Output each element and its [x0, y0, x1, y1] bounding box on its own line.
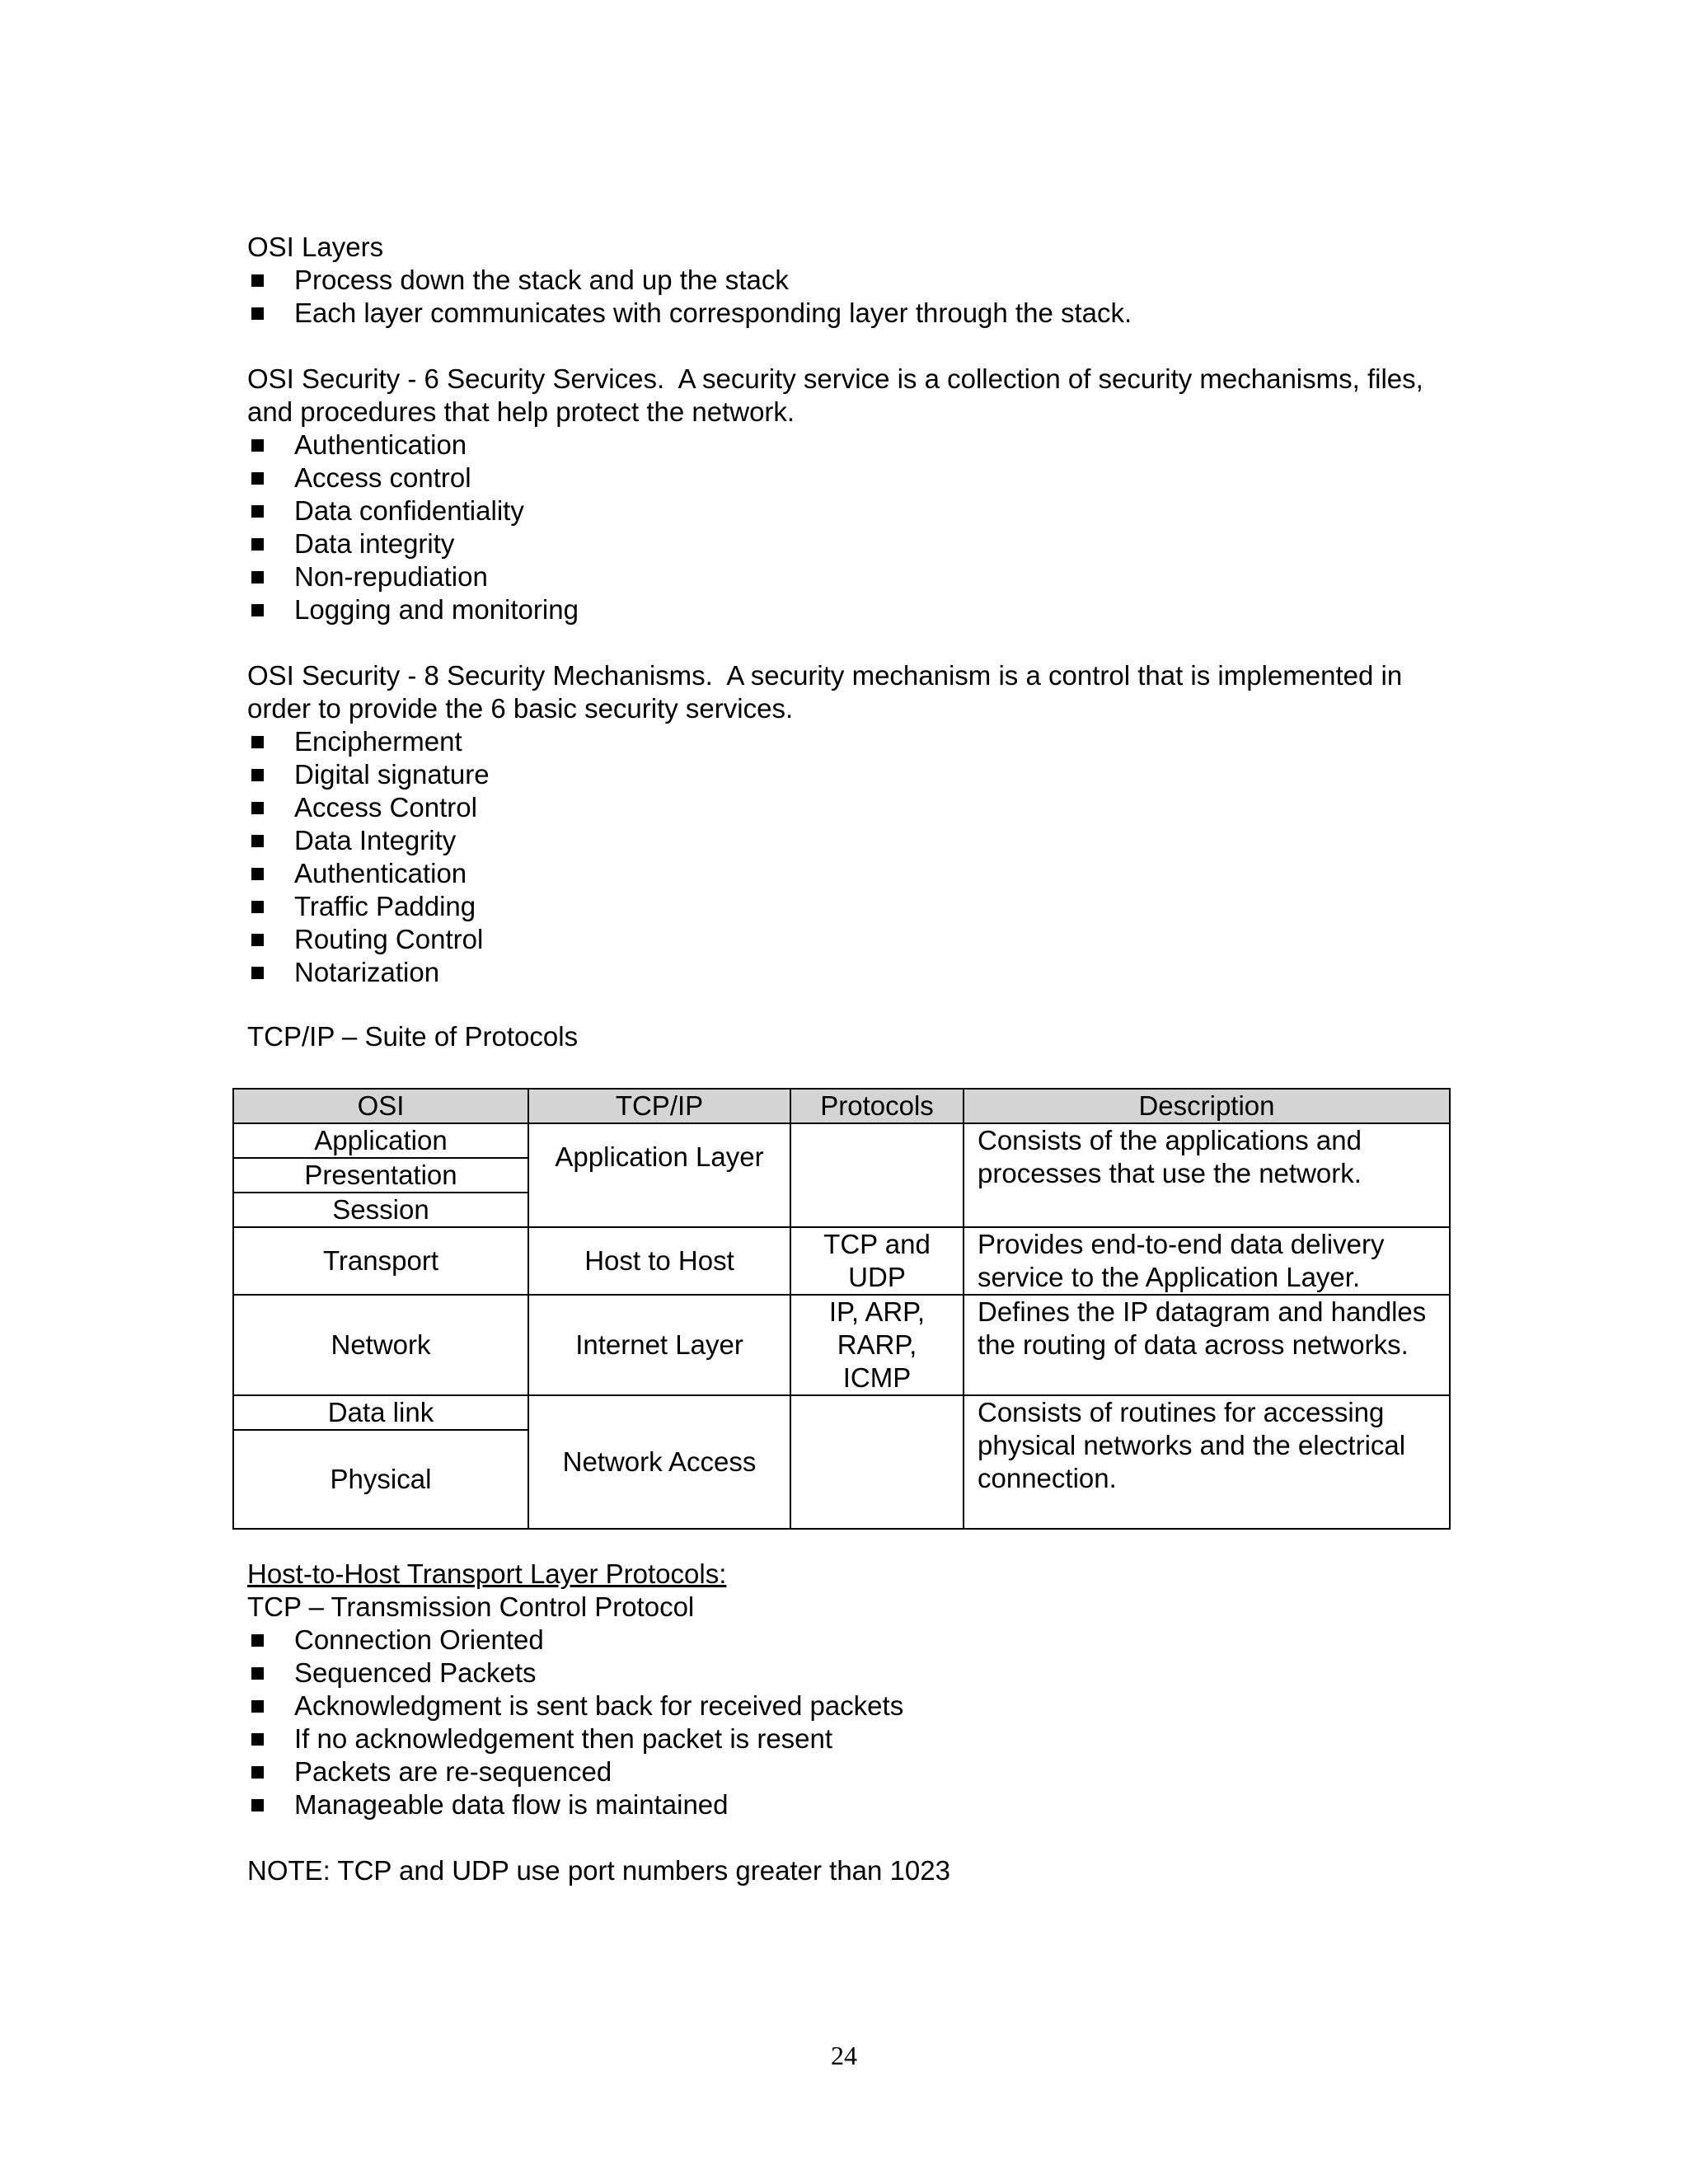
list-item: Data confidentiality: [247, 494, 1434, 527]
osi-cell: Transport: [233, 1227, 528, 1295]
bullet-square-icon: [251, 901, 264, 913]
list-item: Packets are re-sequenced: [247, 1755, 1434, 1788]
osi-layers-heading: OSI Layers: [247, 232, 384, 262]
table-row: [233, 1295, 1450, 1395]
bullet-square-icon: [251, 868, 264, 880]
bullet-square-icon: [251, 1799, 264, 1811]
osi-cell: Data link: [233, 1395, 528, 1430]
osi-cell: Application: [233, 1123, 528, 1158]
bullet-square-icon: [251, 1766, 264, 1779]
header-tcpip: TCP/IP: [528, 1089, 790, 1123]
protocols-cell: [790, 1123, 964, 1227]
bullet-square-icon: [251, 472, 264, 485]
protocols-cell: IP, ARP, RARP, ICMP: [790, 1295, 964, 1395]
security-mechanisms-list: [247, 725, 1434, 989]
bullet-square-icon: [251, 835, 264, 847]
osi-cell: Physical: [233, 1430, 528, 1529]
bullet-square-icon: [251, 604, 264, 616]
osi-cell: Session: [233, 1193, 528, 1227]
header-protocols: Protocols: [790, 1089, 964, 1123]
tcpip-suite-heading: TCP/IP – Suite of Protocols: [247, 1021, 579, 1052]
bullet-square-icon: [251, 1634, 264, 1647]
list-item: Data Integrity: [247, 824, 1434, 857]
bullet-square-icon: [251, 1733, 264, 1746]
list-item: Logging and monitoring: [247, 593, 1434, 626]
description-cell: Defines the IP datagram and handles the routing of data across networks.: [964, 1295, 1450, 1395]
tcpip-cell: Internet Layer: [528, 1295, 790, 1395]
host-to-host-heading: Host-to-Host Transport Layer Protocols:: [247, 1558, 727, 1589]
bullet-square-icon: [251, 538, 264, 551]
protocols-cell: [790, 1395, 964, 1529]
port-note: NOTE: TCP and UDP use port numbers greater than 1023: [247, 1855, 950, 1886]
list-item: Data integrity: [247, 527, 1434, 560]
bullet-square-icon: [251, 505, 264, 518]
bullet-square-icon: [251, 934, 264, 946]
osi-layers-list: [247, 264, 1434, 330]
list-item: Traffic Padding: [247, 890, 1434, 923]
description-cell: Provides end-to-end data delivery service to the Application Layer.: [964, 1227, 1450, 1295]
osi-cell: Network: [233, 1295, 528, 1395]
table-row: [233, 1227, 1450, 1295]
list-item: Process down the stack and up the stack: [247, 264, 1434, 297]
security-services-list: [247, 429, 1434, 626]
list-item: Access control: [247, 462, 1434, 494]
list-item: Connection Oriented: [247, 1624, 1434, 1657]
bullet-square-icon: [251, 1667, 264, 1680]
osi-cell: Presentation: [233, 1158, 528, 1193]
bullet-square-icon: [251, 274, 264, 287]
bullet-square-icon: [251, 967, 264, 979]
tcp-features-list: [247, 1624, 1434, 1821]
list-item: Encipherment: [247, 725, 1434, 758]
header-osi: OSI: [233, 1089, 528, 1123]
bullet-square-icon: [251, 802, 264, 814]
list-item: Access Control: [247, 791, 1434, 824]
bullet-square-icon: [251, 307, 264, 320]
description-cell: Consists of routines for accessing physical networks and the electrical connection.: [964, 1395, 1450, 1529]
list-item: If no acknowledgement then packet is resent: [247, 1722, 1434, 1755]
osi-tcpip-table: [232, 1088, 1451, 1530]
tcpip-cell: Network Access: [528, 1395, 790, 1529]
list-item: Notarization: [247, 956, 1434, 989]
page-number: 24: [831, 2041, 857, 2070]
bullet-square-icon: [251, 736, 264, 748]
header-description: Description: [964, 1089, 1450, 1123]
list-item: Routing Control: [247, 923, 1434, 956]
list-item: Non-repudiation: [247, 560, 1434, 593]
table-row: [233, 1395, 1450, 1430]
list-item: Authentication: [247, 429, 1434, 462]
list-item: Digital signature: [247, 758, 1434, 791]
list-item: Sequenced Packets: [247, 1657, 1434, 1690]
security-services-intro: OSI Security - 6 Security Services. A security service is a collection of security mechanisms, files, and procedures that help protect the network.: [247, 363, 1431, 427]
tcpip-cell: Host to Host: [528, 1227, 790, 1295]
table-row: [233, 1123, 1450, 1158]
bullet-square-icon: [251, 769, 264, 781]
bullet-square-icon: [251, 1700, 264, 1713]
list-item: Manageable data flow is maintained: [247, 1788, 1434, 1821]
list-item: Acknowledgment is sent back for received packets: [247, 1690, 1434, 1722]
security-mechanisms-intro: OSI Security - 8 Security Mechanisms. A security mechanism is a control that is implemented in order to provide the 6 basic security services.: [247, 660, 1410, 724]
description-cell: Consists of the applications and processes that use the network.: [964, 1123, 1450, 1227]
list-item: Authentication: [247, 857, 1434, 890]
protocols-cell: TCP and UDP: [790, 1227, 964, 1295]
tcp-subheading: TCP – Transmission Control Protocol: [247, 1591, 695, 1622]
list-item: Each layer communicates with corresponding layer through the stack.: [247, 297, 1434, 330]
tcpip-cell: Application Layer: [528, 1123, 790, 1227]
bullet-square-icon: [251, 571, 264, 583]
table-header-row: [233, 1089, 1450, 1123]
bullet-square-icon: [251, 439, 264, 452]
